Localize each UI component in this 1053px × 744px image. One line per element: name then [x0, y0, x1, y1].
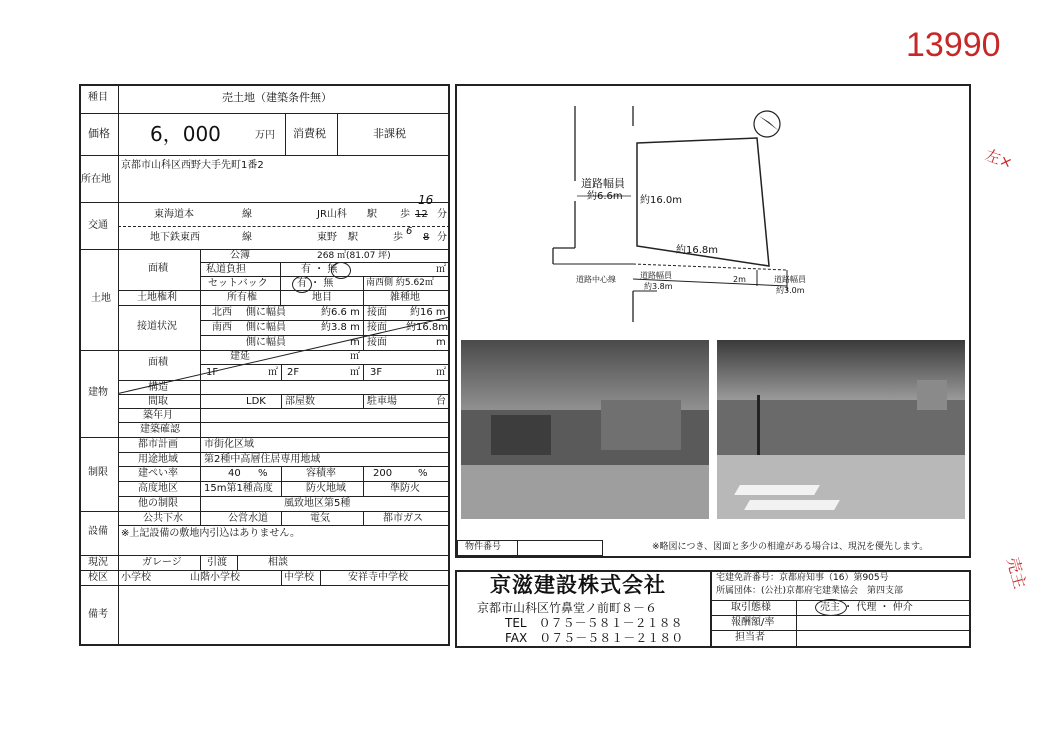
site-photo-1 [461, 340, 709, 519]
setback-circle [292, 276, 312, 293]
private-road-value: 有 ・ 無 [301, 264, 338, 275]
handwritten-minutes-2: 6 [406, 226, 413, 237]
road-width-1: 約6.6 m [321, 307, 360, 318]
traffic-station-1: JR山科 [317, 209, 347, 220]
map-side-2: 約16.8m [676, 245, 719, 256]
location-value: 京都市山科区西野大手先町1番2 [121, 160, 264, 171]
setback-detail: 南西側 約5.62㎡ [366, 278, 434, 288]
handwritten-note-seller: 売主 [1003, 554, 1030, 591]
map-gap: 2m [733, 275, 746, 284]
road-front-1: 約16 m [410, 307, 446, 318]
chimoku-value: 雑種地 [390, 292, 420, 303]
map-road-2: 約3.8m [644, 282, 673, 291]
map-road-width: 約6.6m [587, 191, 623, 202]
floor-2f: 2F [287, 367, 300, 378]
type-label: 種目 [88, 92, 108, 103]
map-side-1: 約16.0m [640, 195, 683, 206]
company-tel: TEL ０７５－５８１－２１８８ [505, 616, 683, 630]
land-label: 土地 [91, 293, 111, 304]
land-area-label: 面積 [148, 263, 168, 274]
association: 所属団体：(公社)京都府宅建業協会 第四支部 [716, 586, 904, 596]
map-road-3: 約3.0m [776, 286, 805, 295]
other-value: 風致地区第5種 [284, 498, 351, 509]
traffic-line-1: 東海道本 [154, 209, 194, 220]
road-width-2: 約3.8 m [321, 322, 360, 333]
site-sketch [457, 86, 969, 338]
facility-note: ※上記設備の敷地内引込はありません。 [121, 528, 300, 539]
elem-school: 山階小学校 [190, 572, 240, 583]
height-value: 15m第1種高度 [204, 483, 273, 494]
site-photo-2 [717, 340, 965, 519]
company-address: 京都市山科区竹鼻堂ノ前町８－６ [477, 601, 658, 615]
road-front-2: 約16.8m [406, 322, 449, 333]
handover-value: 相談 [268, 557, 288, 568]
traffic-minutes-2: 8 [423, 232, 430, 243]
traffic-label: 交通 [88, 220, 108, 231]
bcr-value: 40 [228, 468, 241, 479]
setback-value: 有 ・ 無 [297, 278, 334, 289]
traffic-minutes-1: 12 [415, 209, 428, 220]
building-label: 建物 [88, 387, 108, 398]
far-value: 200 [373, 468, 393, 479]
tax-label: 消費税 [293, 127, 326, 140]
trade-seller-circle [815, 599, 847, 616]
junior-school: 安祥寺中学校 [348, 572, 408, 583]
city-plan-value: 市街化区域 [204, 439, 254, 450]
remarks-label: 備考 [88, 609, 108, 620]
private-road-circle [331, 262, 351, 279]
company-name: 京滋建設株式会社 [490, 573, 666, 597]
koubo-value: 268 ㎡(81.07 坪) [317, 251, 391, 261]
tax-value: 非課税 [373, 127, 406, 140]
price-label: 価格 [88, 127, 110, 140]
type-value: 売土地（建築条件無） [222, 91, 332, 104]
document-number: 13990 [906, 26, 1001, 64]
road-label: 接道状況 [137, 321, 177, 332]
floor-3f: 3F [370, 367, 383, 378]
traffic-station-2: 東野 [317, 232, 337, 243]
floor-1f: 1F [206, 367, 219, 378]
zone-value: 第2種中高層住居専用地域 [204, 454, 321, 465]
fire-value: 準防火 [390, 483, 420, 494]
map-note: ※略図につき、図面と多少の相違がある場合は、現況を優先します。 [652, 542, 929, 552]
restrict-label: 制限 [88, 467, 108, 478]
status-value: ガレージ [142, 557, 182, 568]
license-no: 宅建免許番号：京都府知事（16）第905号 [716, 573, 889, 583]
location-label: 所在地 [81, 174, 111, 185]
company-fax: FAX ０７５－５８１－２１８０ [505, 631, 684, 645]
handwritten-note-top: 左× [982, 145, 1015, 173]
price-unit: 万円 [255, 130, 275, 141]
trade-value: 売主 ・ 代理 ・ 仲介 [820, 602, 913, 613]
facility-label: 設備 [88, 526, 108, 537]
handwritten-minutes: 16 [418, 193, 434, 207]
price-value: 6，000 [150, 122, 221, 146]
rights-value: 所有権 [227, 292, 257, 303]
traffic-line-2: 地下鉄東西 [150, 232, 200, 243]
